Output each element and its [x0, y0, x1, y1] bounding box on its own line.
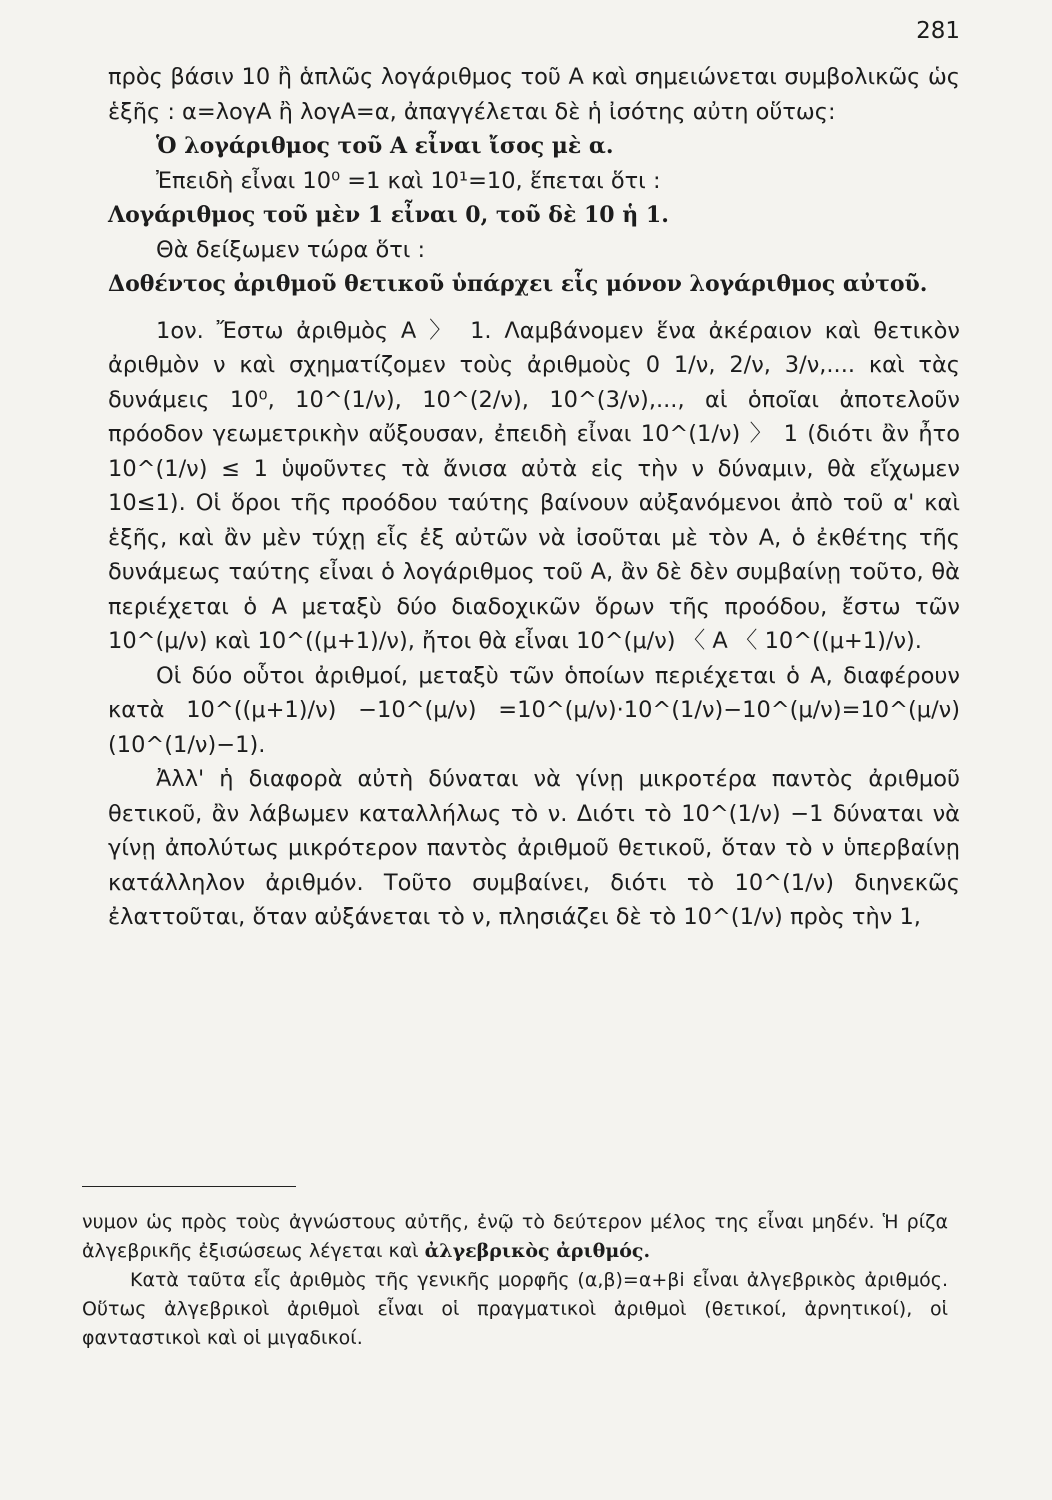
- footnote: [82, 1208, 948, 1353]
- paragraph-case-one: 1ον. Ἔστω ἀριθμὸς Α 〉 1. Λαμβάνομεν ἕνα ἀκέραιον καὶ θετικὸν ἀριθμὸν ν καὶ σχηματίζομεν τοὺς ἀριθμοὺς 0 1/ν, 2/ν, 3/ν,.... καὶ τὰς δυνάμεις 10⁰, 10^(1/ν), 10^(2/ν), 10^(3/ν),..., αἱ ὁποῖαι ἀποτελοῦν πρόοδον γεωμετρικὴν αὔξουσαν, ἐπειδὴ εἶναι 10^(1/ν) 〉 1 (διότι ἂν ἦτο 10^(1/ν) ≤ 1 ὑψοῦντες τὰ ἄνισα αὐτὰ εἰς τὴν ν δύναμιν, θὰ εἴχωμεν 10≤1). Οἱ ὅροι τῆς προόδου ταύτης βαίνουν αὐξανόμενοι ἀπὸ τοῦ α' καὶ ἑξῆς, καὶ ἂν μὲν τύχῃ εἷς ἐξ αὐτῶν νὰ ἰσοῦται μὲ τὸν Α, ὁ ἐκθέτης τῆς δυνάμεως ταύτης εἶναι ὁ λογάριθμος τοῦ Α, ἂν δὲ δὲν συμβαίνῃ τοῦτο, θὰ περιέχεται ὁ Α μεταξὺ δύο διαδοχικῶν ὅρων τῆς προόδου, ἔστω τῶν 10^(μ/ν) καὶ 10^((μ+1)/ν), ἤτοι θὰ εἶναι 10^(μ/ν) 〈 Α 〈 10^((μ+1)/ν).: [108, 317, 960, 654]
- theorem-statement: Ὁ λογάριθμος τοῦ Α εἶναι ἴσος μὲ α.: [156, 133, 614, 159]
- paragraph-definition: πρὸς βάσιν 10 ἢ ἁπλῶς λογάριθμος τοῦ Α καὶ σημειώνεται συμβολικῶς ὡς ἑξῆς : α=λογΑ ἢ λογΑ=α, ἀπαγγέλεται δὲ ἡ ἰσότης αὐτη οὕτως:: [108, 64, 960, 125]
- footnote-divider: [82, 1186, 296, 1187]
- footnote-text-1: νυμον ὡς πρὸς τοὺς ἀγνώστους αὐτῆς, ἐνῷ τὸ δεύτερον μέλος της εἶναι μηδέν. Ἡ ρίζα ἀλγεβρικῆς ἐξισώσεως λέγεται καὶ: [82, 1211, 948, 1262]
- main-text: [108, 60, 960, 935]
- paragraph-difference: Οἱ δύο οὗτοι ἀριθμοί, μεταξὺ τῶν ὁποίων περιέχεται ὁ Α, διαφέρουν κατὰ 10^((μ+1)/ν) −10^(μ/ν) =10^(μ/ν)·10^(1/ν)−10^(μ/ν)=10^(μ/ν)(10^(1/ν)−1).: [108, 662, 960, 758]
- theorem-uniqueness: Δοθέντος ἀριθμοῦ θετικοῦ ὑπάρχει εἷς μόνον λογάριθμος αὐτοῦ.: [108, 271, 928, 297]
- footnote-bold-term: ἀλγεβρικὸς ἀριθμός.: [424, 1240, 651, 1262]
- footnote-paragraph-2: Κατὰ ταῦτα εἷς ἀριθμὸς τῆς γενικῆς μορφῆς (α,β)=α+βi εἶναι ἀλγεβρικὸς ἀριθμός. Οὕτως ἀλγεβρικοὶ ἀριθμοὶ εἶναι οἱ πραγματικοὶ ἀριθμοὶ (θετικοί, ἀρνητικοί), οἱ φανταστικοὶ καὶ οἱ μιγαδικοί.: [82, 1269, 948, 1349]
- paragraph-powers: Ἐπειδὴ εἶναι 10⁰ =1 καὶ 10¹=10, ἕπεται ὅτι :: [156, 167, 661, 194]
- footnote-paragraph-1: [82, 1208, 948, 1266]
- paragraph-limit: Ἀλλ' ἡ διαφορὰ αὐτὴ δύναται νὰ γίνῃ μικροτέρα παντὸς ἀριθμοῦ θετικοῦ, ἂν λάβωμεν καταλλήλως τὸ ν. Διότι τὸ 10^(1/ν) −1 δύναται νὰ γίνῃ ἀπολύτως μικρότερον παντὸς ἀριθμοῦ θετικοῦ, ὅταν τὸ ν ὑπερβαίνῃ κατάλληλον ἀριθμόν. Τοῦτο συμβαίνει, διότι τὸ 10^(1/ν) διηνεκῶς ἐλαττοῦται, ὅταν αὐξάνεται τὸ ν, πλησιάζει δὲ τὸ 10^(1/ν) πρὸς τὴν 1,: [108, 766, 960, 930]
- page-number: 281: [916, 18, 960, 44]
- theorem-log-one-ten: Λογάριθμος τοῦ μὲν 1 εἶναι 0, τοῦ δὲ 10 ἡ 1.: [108, 202, 669, 228]
- paragraph-intro-proof: Θὰ δείξωμεν τώρα ὅτι :: [156, 236, 426, 263]
